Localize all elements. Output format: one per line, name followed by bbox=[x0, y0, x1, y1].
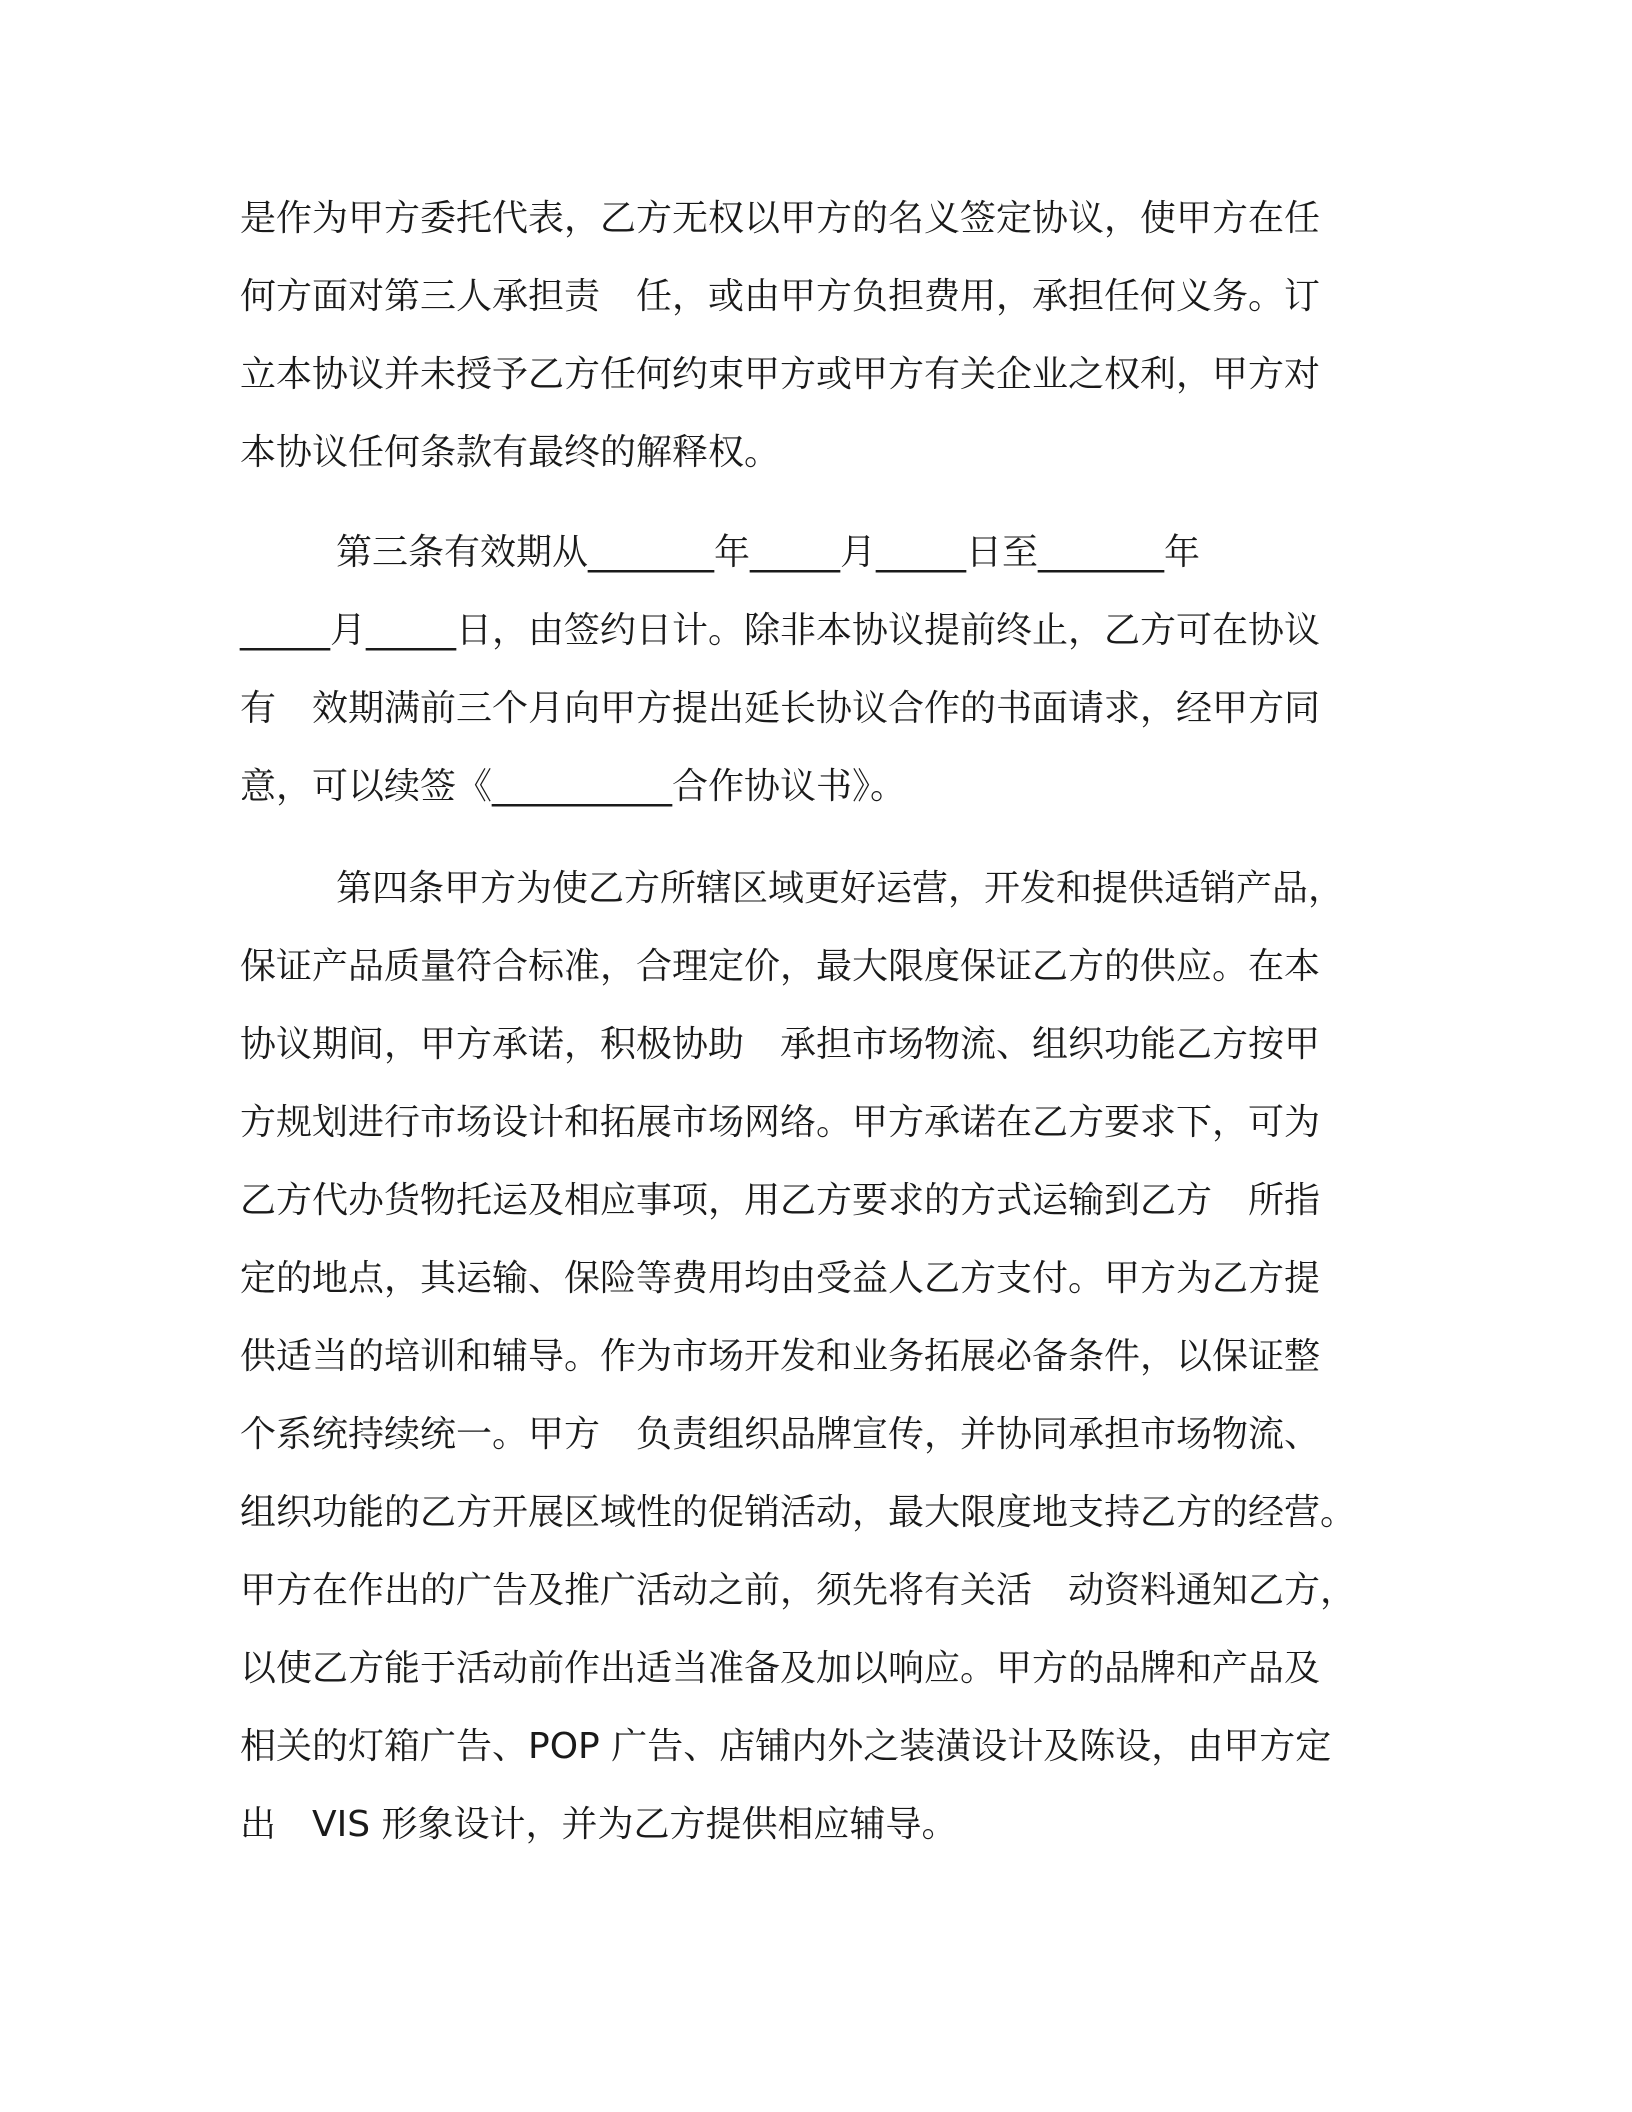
text-line: 以使乙方能于活动前作出适当准备及加以响应。甲方的品牌和产品及 bbox=[240, 1648, 1321, 1689]
text-line: 组织功能的乙方开展区域性的促销活动，最大限度地支持乙方的经营。 bbox=[240, 1492, 1357, 1533]
text-line: _____月_____日，由签约日计。除非本协议提前终止，乙方可在协议 bbox=[240, 610, 1321, 651]
text-line: 个系统持续统一。甲方 负责组织品牌宣传，并协同承担市场物流、 bbox=[240, 1414, 1321, 1455]
text-line: 何方面对第三人承担责 任，或由甲方负担费用，承担任何义务。订 bbox=[240, 276, 1321, 317]
text-line: 立本协议并未授予乙方任何约束甲方或甲方有关企业之权利，甲方对 bbox=[240, 354, 1321, 395]
text-line: 定的地点，其运输、保险等费用均由受益人乙方支付。甲方为乙方提 bbox=[240, 1258, 1321, 1299]
paragraph-authority-clause bbox=[240, 180, 1400, 492]
text-line: 第三条有效期从_______年_____月_____日至_______年 bbox=[336, 532, 1201, 573]
text-line: 相关的灯箱广告、POP 广告、店铺内外之装潢设计及陈设，由甲方定 bbox=[240, 1726, 1332, 1767]
paragraph-article-3-validity bbox=[240, 514, 1400, 826]
text-line: 乙方代办货物托运及相应事项，用乙方要求的方式运输到乙方 所指 bbox=[240, 1180, 1321, 1221]
text-line: 意，可以续签《__________合作协议书》。 bbox=[240, 766, 907, 807]
text-line: 保证产品质量符合标准，合理定价，最大限度保证乙方的供应。在本 bbox=[240, 946, 1321, 987]
text-line: 第四条甲方为使乙方所辖区域更好运营，开发和提供适销产品， bbox=[336, 868, 1345, 909]
text-line: 供适当的培训和辅导。作为市场开发和业务拓展必备条件，以保证整 bbox=[240, 1336, 1321, 1377]
text-line: 协议期间，甲方承诺，积极协助 承担市场物流、组织功能乙方按甲 bbox=[240, 1024, 1321, 1065]
text-line: 方规划进行市场设计和拓展市场网络。甲方承诺在乙方要求下，可为 bbox=[240, 1102, 1321, 1143]
text-line: 甲方在作出的广告及推广活动之前，须先将有关活 动资料通知乙方， bbox=[240, 1570, 1357, 1611]
text-line: 是作为甲方委托代表，乙方无权以甲方的名义签定协议，使甲方在任 bbox=[240, 198, 1321, 239]
text-line: 有 效期满前三个月向甲方提出延长协议合作的书面请求，经甲方同 bbox=[240, 688, 1321, 729]
paragraph-article-4-obligations bbox=[240, 850, 1400, 1864]
text-line: 本协议任何条款有最终的解释权。 bbox=[240, 432, 781, 473]
text-line: 出 VIS 形象设计，并为乙方提供相应辅导。 bbox=[240, 1804, 958, 1845]
